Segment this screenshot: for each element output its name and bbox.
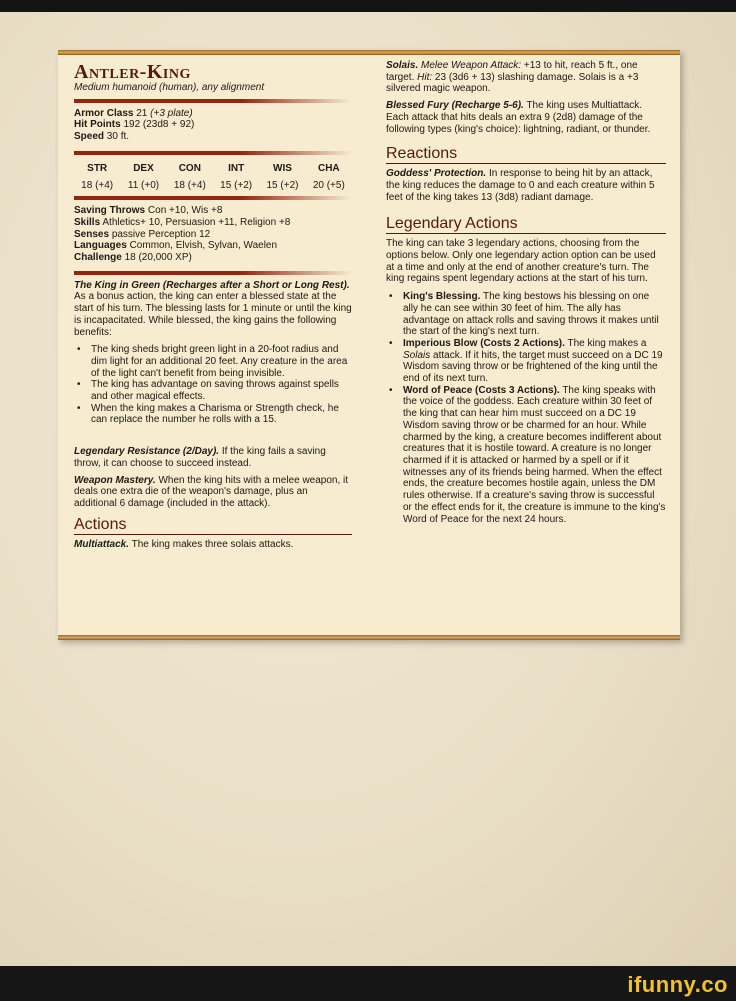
monster-name: Antler-King bbox=[74, 61, 191, 83]
left-column bbox=[74, 62, 352, 555]
ability-name: STR bbox=[87, 162, 108, 174]
legendary-intro: The king can take 3 legendary actions, choosing from the options below. Only one legendary action option can be used at a time and only at the end of another creature's turn. The king regains spent legendary actions at the start of his turn. bbox=[386, 238, 656, 285]
stat-block bbox=[58, 50, 680, 640]
action-multiattack: Multiattack. The king makes three solais attacks. bbox=[74, 538, 294, 550]
watermark-logo: ifunny.co bbox=[627, 972, 728, 997]
legendary-imperious-blow: • Imperious Blow (Costs 2 Actions). The king makes a Solais attack. If it hits, the target must succeed on a DC 19 Wisdom saving throw or be frightened of the king until the end of its next turn. bbox=[386, 338, 666, 385]
legendary-word-of-peace: • Word of Peace (Costs 3 Actions). The king speaks with the voice of the goddess. Each creature within 30 feet of the king that can hear him must succeed on a DC 19 Wisdom saving throw or be charmed for an hour. While charmed by the king, a creature becomes indifferent about creatures that it is hostile toward. A creature is no longer charmed if it is attacked or harmed by a spell or if it witnesses any of its friends being harmed. When the effect ends, the creature becomes hostile again, unless the DM rules otherwise. If a creature's saving throw is successful or the effect ends for it, the creature is immune to the king's Word of Peace for the next 24 hours. bbox=[386, 385, 666, 525]
action-solais: Solais. Melee Weapon Attack: +13 to hit, reach 5 ft., one target. Hit: 23 (3d6 + 13) slashing damage. Solais is a +3 silvered magic weapon. bbox=[386, 60, 639, 95]
trait-weapon-mastery: Weapon Mastery. When the king hits with a melee weapon, it deals one extra die of the weapon's damage, plus an additional 6 damage (included in the attack). bbox=[74, 474, 349, 509]
divider bbox=[74, 151, 352, 155]
senses: Senses passive Perception 12 bbox=[74, 228, 211, 240]
ability-name: CON bbox=[178, 162, 201, 174]
trait-king-in-green: The King in Green (Recharges after a Short or Long Rest). As a bonus action, the king can enter a blessed state at the start of his turn. The blessing lasts for 1 minute or until the king is incapacitated. While blessed, the king gains the following benefits: bbox=[74, 279, 352, 338]
challenge: Challenge 18 (20,000 XP) bbox=[74, 252, 192, 264]
divider bbox=[74, 196, 352, 200]
bottom-bar bbox=[0, 966, 736, 1001]
list-item: • The king sheds bright green light in a 20-foot radius and dim light for an additional 20 feet. Any creature in the area of the light can't benefit from being invisible. bbox=[74, 344, 352, 379]
ability-name: DEX bbox=[133, 162, 154, 174]
trait-legendary-resistance: Legendary Resistance (2/Day). If the king fails a saving throw, it can choose to succeed instead. bbox=[74, 446, 326, 469]
legendary-kings-blessing: • King's Blessing. The king bestows his blessing on one ally he can see within 30 feet of him. The ally has advantage on attack rolls and saving throws it makes until the start of the king's next turn. bbox=[386, 291, 666, 338]
monster-type: Medium humanoid (human), any alignment bbox=[74, 82, 265, 93]
top-bar bbox=[0, 0, 736, 12]
ability-score: 20 (+5) bbox=[312, 179, 345, 191]
armor-class: Armor Class 21 (+3 plate) bbox=[74, 107, 193, 119]
trait-benefits-list bbox=[74, 344, 352, 426]
right-column bbox=[386, 60, 666, 531]
languages: Languages Common, Elvish, Sylvan, Waelen bbox=[74, 240, 278, 252]
actions-heading: Actions bbox=[74, 516, 352, 535]
ability-scores bbox=[74, 163, 352, 191]
ability-name: CHA bbox=[317, 162, 340, 174]
divider bbox=[74, 99, 352, 103]
hit-points: Hit Points 192 (23d8 + 92) bbox=[74, 119, 195, 131]
ability-score: 18 (+4) bbox=[81, 179, 114, 191]
saving-throws: Saving Throws Con +10, Wis +8 bbox=[74, 205, 223, 217]
speed: Speed 30 ft. bbox=[74, 131, 130, 143]
top-border bbox=[58, 50, 680, 55]
divider bbox=[74, 271, 352, 275]
reactions-heading: Reactions bbox=[386, 145, 666, 164]
bottom-border bbox=[58, 635, 680, 640]
ability-name: WIS bbox=[273, 162, 292, 174]
action-blessed-fury: Blessed Fury (Recharge 5-6). The king uses Multiattack. Each attack that hits deals an extra 9 (2d8) damage of the following types (king's choice): lightning, radiant, or thunder. bbox=[386, 100, 651, 135]
list-item: • The king has advantage on saving throws against spells and other magical effects. bbox=[74, 379, 352, 402]
legendary-actions-heading: Legendary Actions bbox=[386, 215, 666, 234]
ability-score: 11 (+0) bbox=[127, 179, 160, 191]
legendary-actions-list bbox=[386, 291, 666, 525]
reaction-goddess-protection: Goddess' Protection. In response to being hit by an attack, the king reduces the damage to 0 and each creature within 5 feet of the king takes 13 (3d8) radiant damage. bbox=[386, 168, 655, 203]
ability-score: 18 (+4) bbox=[173, 179, 206, 191]
list-item: • When the king makes a Charisma or Strength check, he can replace the number he rolls with a 15. bbox=[74, 403, 352, 426]
ability-score: 15 (+2) bbox=[220, 179, 253, 191]
ability-name: INT bbox=[228, 162, 245, 174]
skills: Skills Athletics+ 10, Persuasion +11, Religion +8 bbox=[74, 216, 291, 228]
ability-score: 15 (+2) bbox=[266, 179, 299, 191]
